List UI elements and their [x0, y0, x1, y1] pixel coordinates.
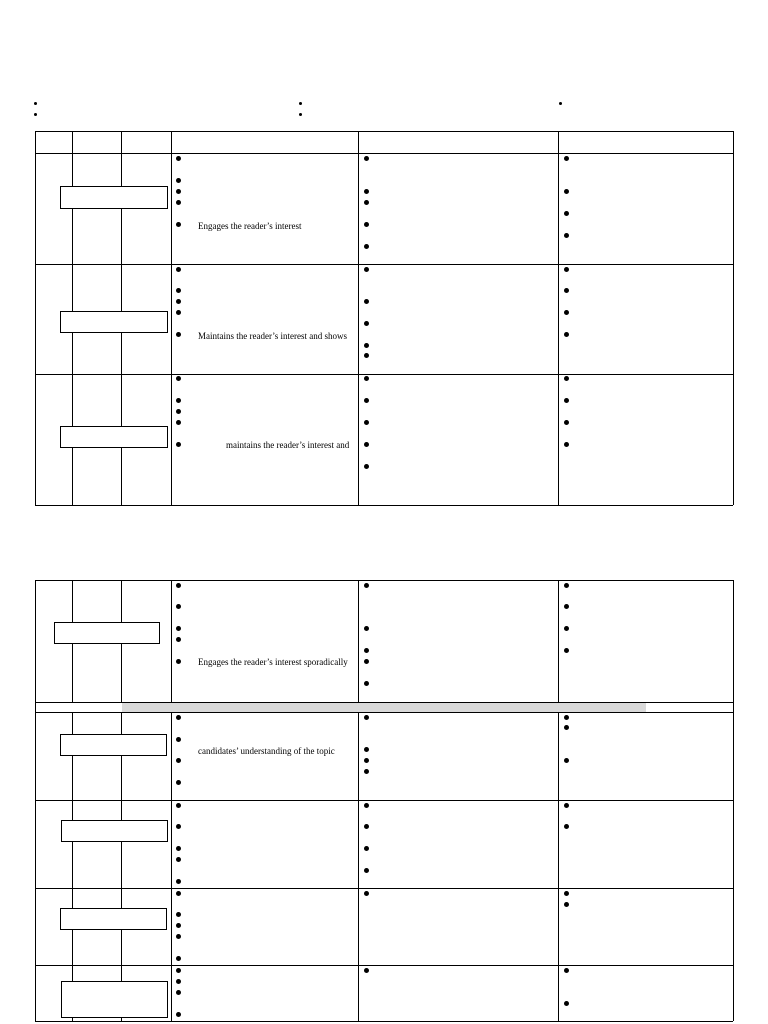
bullet: [564, 626, 569, 631]
bullet: [364, 299, 369, 304]
bullet: [364, 376, 369, 381]
bullet: [564, 803, 569, 808]
bullet: [176, 178, 181, 183]
bullet: [364, 222, 369, 227]
bullet: [564, 420, 569, 425]
bullet: [364, 343, 369, 348]
bullet: [564, 902, 569, 907]
bullet: [564, 211, 569, 216]
band-label-box: [60, 734, 167, 756]
bullet: [564, 310, 569, 315]
shaded-band: [122, 703, 646, 712]
bullet: [364, 353, 369, 358]
bullet: [176, 398, 181, 403]
bullet: [176, 934, 181, 939]
bullet: [364, 715, 369, 720]
bullet: [364, 583, 369, 588]
bullet: [176, 846, 181, 851]
bullet: [364, 747, 369, 752]
header-mark: [299, 102, 302, 105]
bullet: [176, 803, 181, 808]
band-label-box: [60, 311, 168, 333]
bullet: [564, 189, 569, 194]
bullet: [176, 912, 181, 917]
band-label-box: [61, 820, 168, 842]
bullet: [364, 626, 369, 631]
bullet: [176, 420, 181, 425]
bullet: [176, 659, 181, 664]
bullet: [364, 824, 369, 829]
bullet: [564, 758, 569, 763]
bullet: [176, 824, 181, 829]
bullet: [364, 420, 369, 425]
bullet: [176, 409, 181, 414]
header-mark: [299, 113, 302, 116]
bullet: [176, 737, 181, 742]
bullet: [564, 891, 569, 896]
descriptor-text: Engages the reader’s interest sporadically: [198, 657, 348, 667]
bullet: [364, 200, 369, 205]
bullet: [176, 956, 181, 961]
bullet: [564, 156, 569, 161]
bullet: [364, 156, 369, 161]
bullet: [564, 332, 569, 337]
bullet: [364, 769, 369, 774]
bullet: [564, 288, 569, 293]
band-label-box: [60, 426, 168, 448]
bullet: [176, 189, 181, 194]
bullet: [564, 398, 569, 403]
bullet: [176, 923, 181, 928]
descriptor-text: Maintains the reader’s interest and shows: [198, 331, 348, 341]
header-mark: [559, 102, 562, 105]
header-mark: [34, 113, 37, 116]
bullet: [176, 857, 181, 862]
bullet: [364, 244, 369, 249]
descriptor-text: maintains the reader’s interest and: [226, 440, 350, 450]
bullet: [364, 681, 369, 686]
bullet: [176, 758, 181, 763]
bullet: [176, 583, 181, 588]
descriptor-text: candidates’ understanding of the topic: [198, 746, 335, 756]
bullet: [364, 464, 369, 469]
bullet: [564, 725, 569, 730]
bullet: [176, 267, 181, 272]
bullet: [176, 990, 181, 995]
bullet: [176, 780, 181, 785]
bullet: [564, 442, 569, 447]
bullet: [176, 637, 181, 642]
bullet: [176, 968, 181, 973]
bullet: [364, 189, 369, 194]
bullet: [364, 968, 369, 973]
bullet: [364, 846, 369, 851]
bullet: [564, 1001, 569, 1006]
bullet: [176, 222, 181, 227]
header-mark: [34, 102, 37, 105]
bullet: [364, 868, 369, 873]
bullet: [176, 156, 181, 161]
bullet: [564, 267, 569, 272]
bullet: [564, 648, 569, 653]
bullet: [364, 659, 369, 664]
bullet: [364, 891, 369, 896]
descriptor-text: Engages the reader’s interest: [198, 221, 302, 231]
bullet: [364, 758, 369, 763]
bullet: [176, 376, 181, 381]
band-label-box: [54, 622, 160, 644]
bullet: [176, 604, 181, 609]
bullet: [176, 299, 181, 304]
bullet: [176, 879, 181, 884]
band-label-box: [61, 981, 168, 1018]
bullet: [564, 824, 569, 829]
bullet: [176, 310, 181, 315]
bullet: [564, 604, 569, 609]
bullet: [176, 200, 181, 205]
bullet: [364, 803, 369, 808]
bullet: [564, 583, 569, 588]
bullet: [564, 715, 569, 720]
bullet: [564, 233, 569, 238]
bullet: [176, 332, 181, 337]
bullet: [564, 968, 569, 973]
bullet: [364, 321, 369, 326]
bullet: [176, 626, 181, 631]
bullet: [364, 442, 369, 447]
bullet: [176, 288, 181, 293]
band-label-box: [60, 908, 167, 930]
bullet: [364, 267, 369, 272]
bullet: [176, 1012, 181, 1017]
bullet: [176, 891, 181, 896]
bullet: [176, 715, 181, 720]
bullet: [364, 398, 369, 403]
bullet: [564, 376, 569, 381]
band-label-box: [60, 186, 168, 209]
bullet: [364, 648, 369, 653]
bullet: [176, 442, 181, 447]
bullet: [176, 979, 181, 984]
